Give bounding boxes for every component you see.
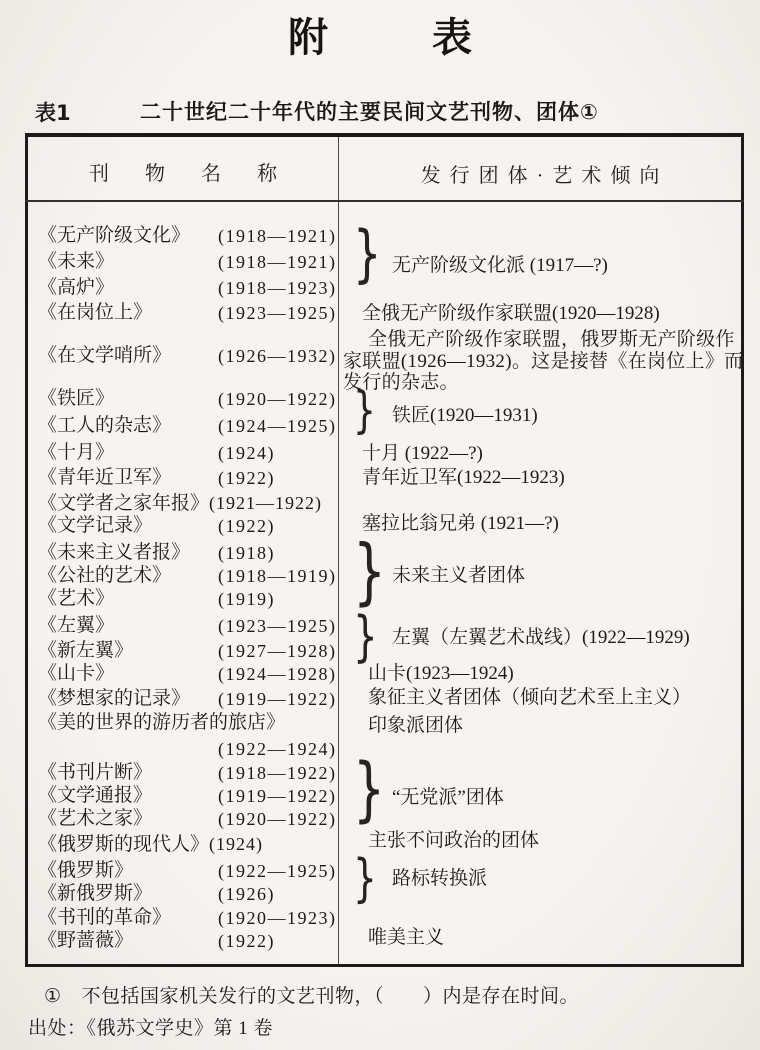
row-name: 《书刊片断》 bbox=[38, 762, 153, 783]
row-years: (1918—1922) bbox=[218, 763, 337, 783]
table-row bbox=[38, 688, 338, 710]
header-divider bbox=[25, 200, 744, 202]
table-row bbox=[38, 663, 338, 685]
table-row bbox=[38, 415, 338, 437]
table-row bbox=[38, 492, 338, 514]
group-entry: 左翼（左翼艺术战线）(1922—1929) bbox=[392, 627, 690, 648]
table-row bbox=[38, 251, 338, 273]
row-years: (1918—1921) bbox=[218, 252, 337, 272]
brace-icon: } bbox=[353, 849, 377, 909]
row-name: 《俄罗斯》 bbox=[38, 860, 134, 881]
row-name: 《新俄罗斯》 bbox=[38, 883, 153, 904]
table-row bbox=[38, 302, 338, 324]
table-row bbox=[38, 542, 338, 564]
table-row bbox=[38, 762, 338, 784]
row-name: 《文学通报》 bbox=[38, 785, 153, 806]
row-years: (1919) bbox=[218, 589, 275, 609]
group-entry: 十月 (1922—?) bbox=[362, 443, 483, 464]
row-name: 《在岗位上》 bbox=[38, 302, 153, 323]
group-entry: 青年近卫军(1922—1923) bbox=[362, 467, 565, 488]
group-entry: 铁匠(1920—1931) bbox=[392, 405, 538, 426]
row-years: (1922) bbox=[218, 468, 275, 488]
row-years: (1923—1925) bbox=[218, 303, 337, 323]
table-row bbox=[38, 860, 338, 882]
group-entry: 全俄无产阶级作家联盟，俄罗斯无产阶级作家联盟(1926—1932)。这是接替《在岗位上》而发行的杂志。 bbox=[343, 329, 744, 393]
row-name: 《未来》 bbox=[38, 251, 115, 272]
row-years: (1926—1932) bbox=[218, 346, 337, 366]
group-entry: 未来主义者团体 bbox=[392, 565, 526, 586]
table-row bbox=[38, 345, 338, 367]
source-note: 出处：《俄苏文学史》第 1 卷 bbox=[28, 1018, 274, 1039]
column-divider bbox=[338, 137, 339, 964]
row-years: (1918—1919) bbox=[218, 566, 337, 586]
group-entry: 无产阶级文化派 (1917—?) bbox=[392, 255, 608, 276]
row-name: 《俄罗斯的现代人》 bbox=[38, 834, 210, 855]
row-name: 《无产阶级文化》 bbox=[38, 225, 191, 246]
table-row bbox=[38, 442, 338, 464]
table-caption-text: 二十世纪二十年代的主要民间文艺刊物、团体① bbox=[140, 100, 599, 124]
brace-icon: } bbox=[353, 748, 386, 830]
footnote-text: 不包括国家机关发行的文艺刊物，（ ）内是存在时间。 bbox=[81, 986, 580, 1007]
row-years: (1919—1922) bbox=[218, 689, 337, 709]
row-years: (1920—1923) bbox=[218, 908, 337, 928]
row-name: 《山卡》 bbox=[38, 663, 115, 684]
footnote-marker: ① bbox=[44, 986, 62, 1007]
table-row bbox=[38, 225, 338, 247]
row-years: (1927—1928) bbox=[218, 641, 337, 661]
table-row bbox=[38, 907, 338, 929]
brace-icon: } bbox=[353, 217, 382, 290]
group-entry: 主张不问政治的团体 bbox=[368, 830, 540, 851]
row-name: 《文学者之家年报》 bbox=[38, 493, 210, 514]
row-name: 《艺术》 bbox=[38, 588, 115, 609]
row-name: 《艺术之家》 bbox=[38, 808, 153, 829]
brace-icon: } bbox=[353, 605, 378, 668]
table-row bbox=[38, 565, 338, 587]
table-row bbox=[38, 588, 338, 610]
row-name: 《文学记录》 bbox=[38, 515, 153, 536]
group-entry: 象征主义者团体（倾向艺术至上主义） bbox=[368, 687, 692, 708]
row-name: 《美的世界的游历者的旅店》 bbox=[38, 712, 286, 733]
table-row bbox=[38, 808, 338, 830]
row-years: (1922) bbox=[218, 516, 275, 536]
table-row bbox=[38, 515, 338, 537]
row-name: 《野蔷薇》 bbox=[38, 930, 134, 951]
table-row bbox=[38, 615, 338, 637]
page-title: 附表 bbox=[288, 15, 576, 61]
group-entry: 全俄无产阶级作家联盟(1920—1928) bbox=[362, 303, 660, 324]
row-years: (1926) bbox=[218, 884, 275, 904]
row-name: 《十月》 bbox=[38, 442, 115, 463]
row-name: 《青年近卫军》 bbox=[38, 467, 172, 488]
col-header-issuing-group: 发行团体·艺术倾向 bbox=[420, 165, 669, 187]
row-years: (1918—1923) bbox=[218, 278, 337, 298]
footnote bbox=[44, 981, 579, 1008]
publications-table bbox=[25, 133, 744, 967]
table-row bbox=[38, 785, 338, 807]
row-name: 《铁匠》 bbox=[38, 388, 115, 409]
row-name: 《工人的杂志》 bbox=[38, 415, 172, 436]
group-entry: 塞拉比翁兄弟 (1921—?) bbox=[362, 513, 559, 534]
table-row bbox=[38, 467, 338, 489]
row-years: (1919—1922) bbox=[218, 786, 337, 806]
row-years: (1922—1925) bbox=[218, 861, 337, 881]
row-years: (1920—1922) bbox=[218, 809, 337, 829]
group-entry: “无党派”团体 bbox=[392, 787, 504, 808]
table-row bbox=[38, 833, 338, 855]
table-row bbox=[38, 640, 338, 662]
row-years: (1924—1925) bbox=[218, 416, 337, 436]
row-years: (1920—1922) bbox=[218, 389, 337, 409]
group-entry: 山卡(1923—1924) bbox=[368, 663, 514, 684]
row-name: 《高炉》 bbox=[38, 277, 115, 298]
table-row bbox=[38, 277, 338, 299]
row-years: (1921—1922) bbox=[209, 493, 323, 513]
table-row bbox=[38, 883, 338, 905]
row-name: 《书刊的革命》 bbox=[38, 907, 172, 928]
group-entry: 印象派团体 bbox=[368, 715, 464, 736]
row-years: (1918—1921) bbox=[218, 226, 337, 246]
row-years: (1918) bbox=[218, 543, 275, 563]
row-years: (1924) bbox=[218, 443, 275, 463]
row-years: (1924—1928) bbox=[218, 664, 337, 684]
row-years: (1924) bbox=[209, 834, 264, 854]
row-name: 《在文学哨所》 bbox=[38, 345, 172, 366]
col-header-publication-name: 刊物名称 bbox=[89, 163, 313, 185]
brace-icon: } bbox=[353, 381, 376, 439]
row-name: 《公社的艺术》 bbox=[38, 565, 172, 586]
row-years: (1922—1924) bbox=[218, 739, 337, 759]
row-name: 《新左翼》 bbox=[38, 640, 134, 661]
table-caption-label: 表1 bbox=[35, 101, 71, 125]
brace-icon: } bbox=[353, 529, 386, 613]
row-name: 《左翼》 bbox=[38, 615, 115, 636]
row-years: (1923—1925) bbox=[218, 616, 337, 636]
group-entry: 路标转换派 bbox=[392, 868, 488, 889]
row-name: 《梦想家的记录》 bbox=[38, 688, 191, 709]
table-row bbox=[38, 930, 338, 952]
table-row bbox=[38, 388, 338, 410]
row-years: (1922) bbox=[218, 931, 275, 951]
group-entry: 唯美主义 bbox=[368, 927, 445, 948]
row-name: 《未来主义者报》 bbox=[38, 542, 191, 563]
table-row bbox=[38, 712, 338, 734]
